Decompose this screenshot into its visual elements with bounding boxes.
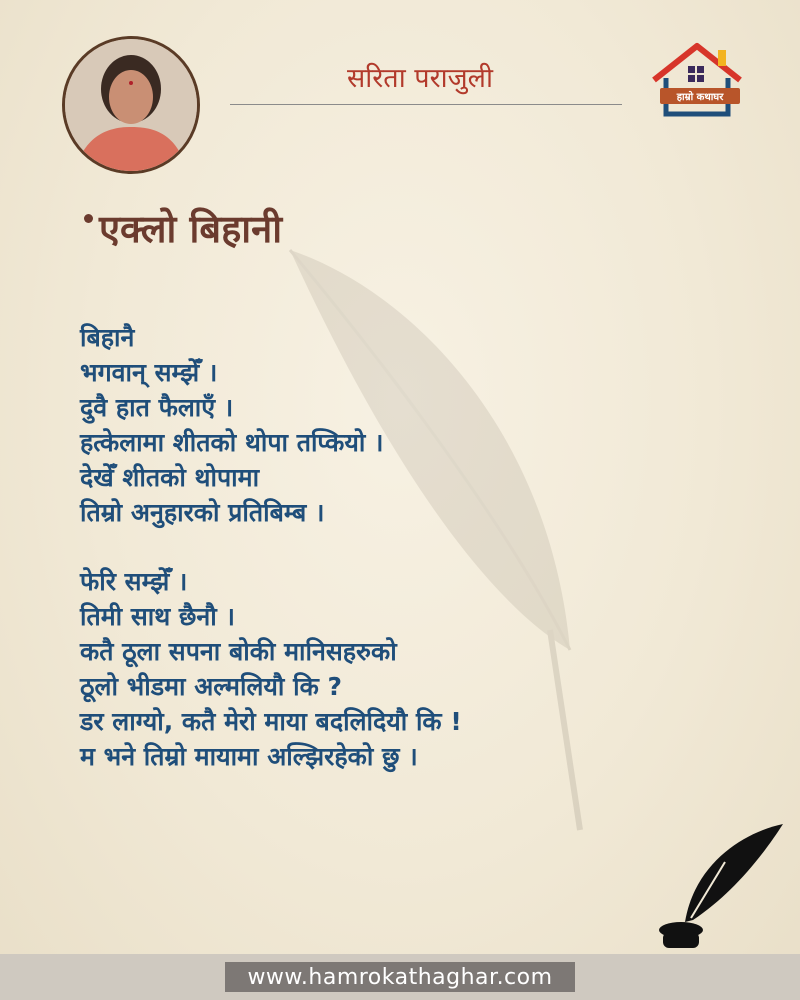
house-logo-icon xyxy=(648,40,746,120)
footer-bar xyxy=(0,954,800,1000)
poem-line: तिमी साथ छैनौ । xyxy=(80,602,235,631)
author-name: सरिता पराजुली xyxy=(347,63,493,94)
poem-line: दुवै हात फैलाएँ । xyxy=(80,393,234,422)
poem-line: ठूलो भीडमा अल्मलियौ कि ? xyxy=(80,672,342,701)
poem-line: म भने तिम्रो मायामा अल्झिरहेको छु । xyxy=(80,742,418,771)
author-divider xyxy=(230,104,622,105)
author-avatar xyxy=(62,36,200,174)
poem-line: फेरि सम्झेँ । xyxy=(80,567,188,596)
website-link[interactable]: www.hamrokathaghar.com xyxy=(225,962,575,992)
poem-line: डर लाग्यो, कतै मेरो माया बदलिदियौ कि ! xyxy=(80,707,462,736)
poem-line: तिम्रो अनुहारको प्रतिबिम्ब । xyxy=(80,498,325,527)
stanza xyxy=(80,564,462,774)
title-bullet-icon xyxy=(84,214,93,223)
poem-body xyxy=(80,320,462,808)
poem-line: हत्केलामा शीतको थोपा तप्कियो । xyxy=(80,428,384,457)
logo-text: हाम्रो कथाघर xyxy=(660,88,740,104)
poem-title: एक्लो बिहानी xyxy=(99,207,283,251)
title-row xyxy=(84,206,282,252)
quill-inkpot-icon xyxy=(655,822,785,952)
poem-line: कतै ठूला सपना बोकी मानिसहरुको xyxy=(80,637,397,666)
portrait-icon xyxy=(65,39,197,171)
poem-line: बिहानै xyxy=(80,323,135,352)
stanza xyxy=(80,320,462,530)
poem-line: भगवान् सम्झेँ । xyxy=(80,358,218,387)
poem-line: देखेँ शीतको थोपामा xyxy=(80,463,260,492)
